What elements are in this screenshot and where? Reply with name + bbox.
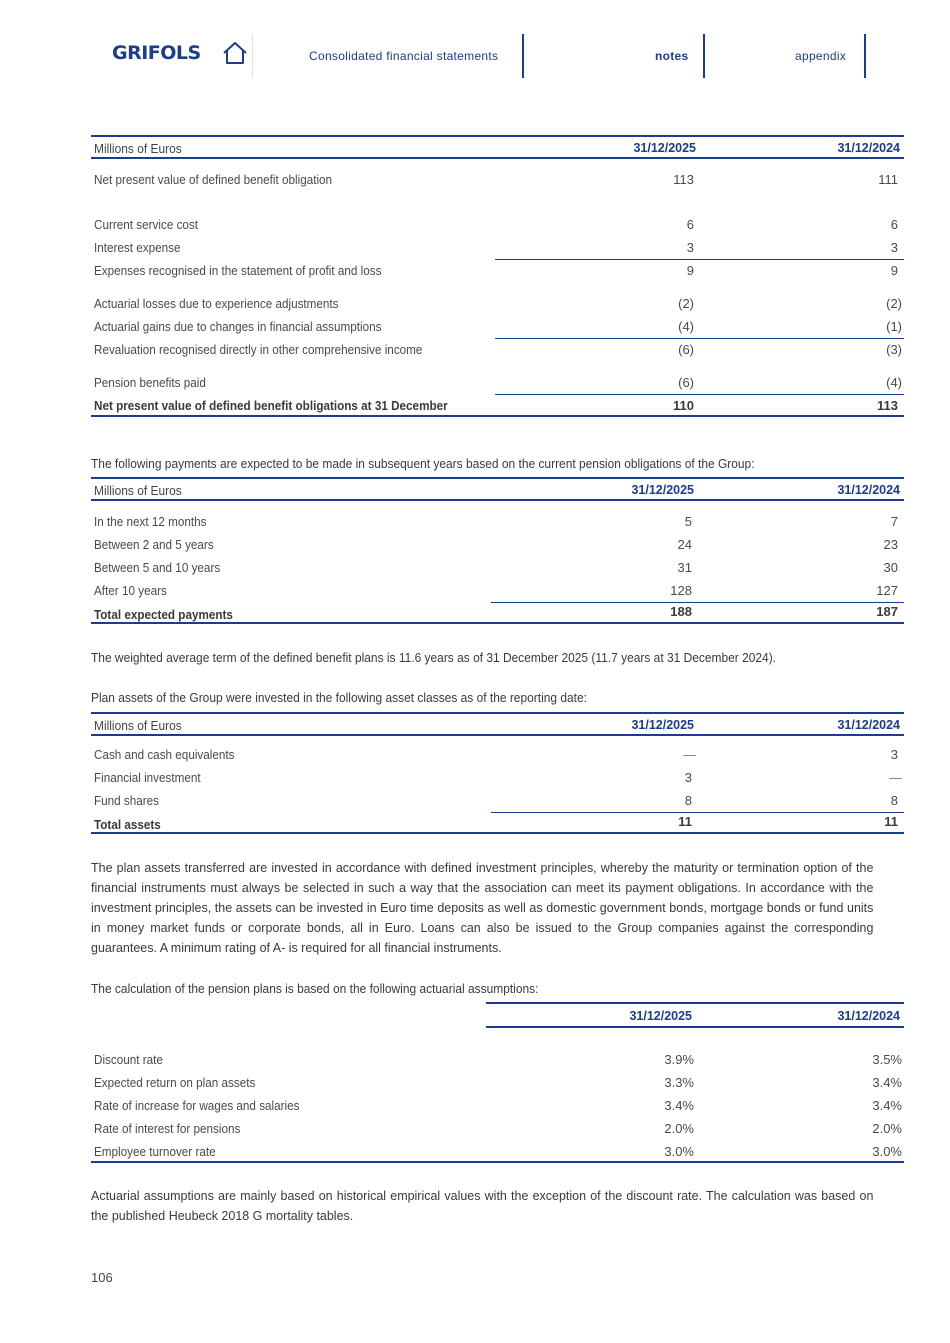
row-value-2024: (4): [886, 375, 902, 390]
column-2025: 31/12/2025: [633, 141, 696, 155]
row-value-2025: (6): [678, 342, 694, 357]
table-total-row: [91, 812, 904, 834]
table-row: [91, 766, 904, 789]
table-row: [91, 743, 904, 766]
row-value-2025: 3: [684, 770, 692, 785]
table-row: [91, 1071, 904, 1094]
table-row: [91, 510, 904, 533]
row-value-2024: 127: [876, 583, 898, 598]
table-row: [91, 579, 904, 602]
row-value-2025: 3.4%: [664, 1098, 694, 1113]
table-row: [91, 236, 904, 259]
row-value-2024: 3: [890, 747, 898, 762]
row-value-2025: (2): [678, 296, 694, 311]
table-row: [91, 1048, 904, 1071]
table-row: [91, 292, 904, 315]
subtotal-line: [491, 602, 904, 603]
row-value-2024: 3.4%: [872, 1098, 902, 1113]
row-value-2024: 23: [883, 537, 898, 552]
header-divider: [864, 34, 866, 78]
row-value-2025: 31: [677, 560, 692, 575]
row-value-2025: 8: [684, 793, 692, 808]
row-label: Discount rate: [94, 1052, 163, 1067]
table-unit-label: Millions of Euros: [94, 141, 182, 156]
row-label: Between 2 and 5 years: [94, 537, 214, 552]
table-row: [91, 315, 904, 338]
row-label: Fund shares: [94, 793, 160, 808]
row-value-2024: (3): [886, 342, 902, 357]
row-value-2025: 5: [684, 514, 692, 529]
row-value-2025: (6): [678, 375, 694, 390]
row-value-2025: 24: [677, 537, 692, 552]
row-value-2025: 11: [678, 814, 692, 829]
expected-payments-caption: The following payments are expected to be made in subsequent years based on the current pension obligations of the Group:: [91, 456, 755, 471]
row-value-2025: 2.0%: [664, 1121, 694, 1136]
row-label: Net present value of defined benefit obligation: [94, 172, 333, 187]
row-label: Current service cost: [94, 217, 199, 232]
column-2025: 31/12/2025: [631, 718, 694, 732]
row-value-2024: (1): [886, 319, 902, 334]
plan-assets-caption: Plan assets of the Group were invested in the following asset classes as of the reporting date:: [91, 690, 587, 705]
table-unit-label: Millions of Euros: [94, 483, 182, 498]
row-value-2025: 3: [686, 240, 694, 255]
table-row: [91, 213, 904, 236]
column-2025: 31/12/2025: [631, 483, 694, 497]
row-label: Financial investment: [94, 770, 201, 785]
row-value-2025: 3.3%: [664, 1075, 694, 1090]
page-number: 106: [91, 1270, 113, 1285]
row-value-2024: 113: [877, 398, 898, 413]
table-row: [91, 556, 904, 579]
actuarial-assumptions-caption: The calculation of the pension plans is based on the following actuarial assumptions:: [91, 981, 539, 996]
row-label: Pension benefits paid: [94, 375, 206, 390]
row-label: Total expected payments: [94, 607, 233, 622]
row-value-2024: —: [889, 770, 902, 785]
weighted-term-text: The weighted average term of the defined benefit plans is 11.6 years as of 31 December 2025 (11.7 years at 31 December 2024).: [91, 650, 777, 665]
subtotal-line: [491, 812, 904, 813]
row-value-2025: 3.9%: [664, 1052, 694, 1067]
table-row: [91, 338, 904, 361]
table-header: [91, 135, 904, 159]
table-total-row: [91, 602, 904, 624]
row-label: In the next 12 months: [94, 514, 207, 529]
row-value-2024: 187: [876, 604, 898, 619]
row-value-2024: 3: [890, 240, 898, 255]
subtotal-line: [495, 338, 904, 339]
row-label: Revaluation recognised directly in other comprehensive income: [94, 342, 423, 357]
row-value-2024: 3.0%: [872, 1144, 902, 1159]
page-header: [0, 32, 950, 80]
row-value-2025: (4): [678, 319, 694, 334]
row-value-2024: 2.0%: [872, 1121, 902, 1136]
column-2024: 31/12/2024: [837, 141, 900, 155]
column-2024: 31/12/2024: [837, 718, 900, 732]
nav-consolidated-statements[interactable]: Consolidated financial statements: [309, 49, 499, 63]
table-unit-label: Millions of Euros: [94, 718, 182, 733]
header-divider: [703, 34, 705, 78]
row-value-2024: 111: [878, 172, 898, 187]
investment-principles-paragraph: The plan assets transferred are invested in accordance with defined investment principles, whereby the maturity or termination option of the financial instruments must always be selected in such a way that the association can meet its payment obligations. In accordance with the investment principles, the assets can be invested in Euro time deposits as well as domestic government bonds, mortgage bonds or fund units in money market funds or corporate bonds, all in Euro. Loans can also be issued to the Group companies against the corresponding guarantees. A minimum rating of A- is required for all financial instruments.: [91, 860, 874, 955]
mortality-tables-paragraph: Actuarial assumptions are mainly based on historical empirical values with the exception of the discount rate. The calculation was based on the published Heubeck 2018 G mortality tables.: [91, 1188, 874, 1223]
row-value-2024: (2): [886, 296, 902, 311]
row-value-2025: —: [683, 747, 696, 762]
row-value-2025: 9: [686, 263, 694, 278]
row-label: Cash and cash equivalents: [94, 747, 235, 762]
row-value-2024: 7: [890, 514, 898, 529]
expected-payments-table: [91, 477, 904, 624]
column-2024: 31/12/2024: [837, 483, 900, 497]
row-label: Interest expense: [94, 240, 181, 255]
table-row: [91, 789, 904, 812]
row-value-2024: 11: [884, 814, 898, 829]
table-header: [91, 477, 904, 501]
plan-assets-table: [91, 712, 904, 834]
row-value-2025: 188: [670, 604, 692, 619]
row-value-2025: 3.0%: [664, 1144, 694, 1159]
row-label: Rate of increase for wages and salaries: [94, 1098, 300, 1113]
row-value-2025: 110: [673, 398, 694, 413]
row-label: Total assets: [94, 817, 161, 832]
row-label: Expenses recognised in the statement of profit and loss: [94, 263, 382, 278]
subtotal-line: [495, 394, 904, 395]
row-value-2024: 3.4%: [872, 1075, 902, 1090]
row-value-2025: 113: [673, 172, 694, 187]
subtotal-line: [495, 259, 904, 260]
table-row: [91, 1094, 904, 1117]
defined-benefit-obligation-table: [91, 135, 904, 417]
row-label: After 10 years: [94, 583, 167, 598]
row-value-2025: 6: [686, 217, 694, 232]
row-value-2024: 9: [890, 263, 898, 278]
row-label: Actuarial gains due to changes in financial assumptions: [94, 319, 382, 334]
row-label: Actuarial losses due to experience adjustments: [94, 296, 339, 311]
table-row: [91, 533, 904, 556]
table-header: [91, 712, 904, 736]
table-row: [91, 259, 904, 282]
row-label: Net present value of defined benefit obligations at 31 December: [94, 398, 448, 413]
grifols-logo[interactable]: GRIFOLS: [112, 42, 201, 64]
row-value-2024: 8: [890, 793, 898, 808]
row-value-2025: 128: [670, 583, 692, 598]
row-value-2024: 6: [890, 217, 898, 232]
header-divider: [522, 34, 524, 78]
column-2025: 31/12/2025: [629, 1009, 692, 1023]
header-divider: [252, 34, 253, 78]
table-row: [91, 1140, 904, 1163]
nav-appendix[interactable]: appendix: [795, 49, 847, 63]
table-header: [486, 1002, 904, 1028]
table-total-row: [91, 394, 904, 417]
row-label: Expected return on plan assets: [94, 1075, 256, 1090]
row-value-2024: 3.5%: [872, 1052, 902, 1067]
row-label: Between 5 and 10 years: [94, 560, 221, 575]
row-label: Rate of interest for pensions: [94, 1121, 241, 1136]
home-icon[interactable]: [222, 41, 248, 65]
actuarial-assumptions-table: [91, 1002, 904, 1163]
table-row: [91, 371, 904, 394]
column-2024: 31/12/2024: [837, 1009, 900, 1023]
row-value-2024: 30: [883, 560, 898, 575]
row-label: Employee turnover rate: [94, 1144, 216, 1159]
nav-notes[interactable]: notes: [655, 49, 689, 63]
table-row: [91, 168, 904, 191]
table-row: [91, 1117, 904, 1140]
